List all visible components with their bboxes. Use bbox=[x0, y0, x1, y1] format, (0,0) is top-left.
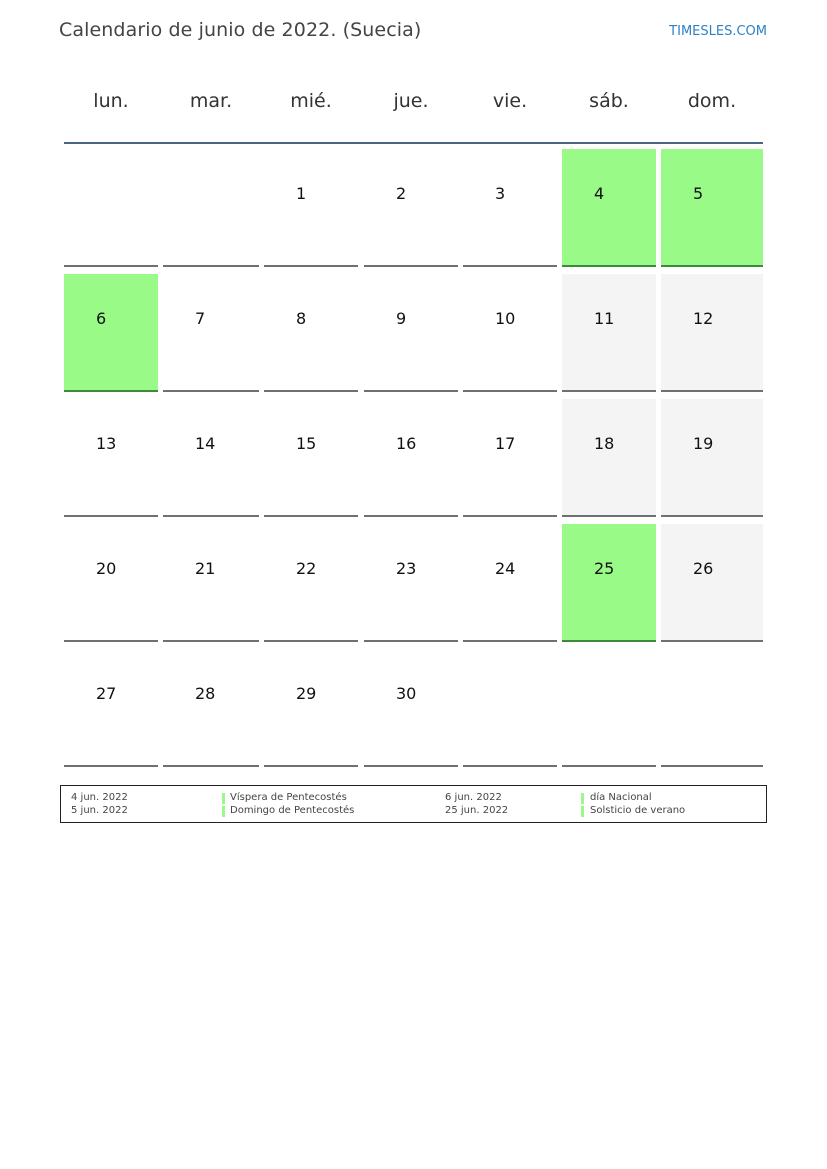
day-number: 10 bbox=[495, 309, 516, 328]
day-cell[interactable] bbox=[264, 149, 358, 267]
day-cell[interactable] bbox=[264, 399, 358, 517]
day-number: 24 bbox=[495, 559, 516, 578]
day-cell[interactable] bbox=[463, 399, 557, 517]
day-cell[interactable] bbox=[364, 524, 458, 642]
day-number: 12 bbox=[693, 309, 714, 328]
day-number: 27 bbox=[96, 684, 117, 703]
day-number: 23 bbox=[396, 559, 417, 578]
holiday-legend bbox=[60, 785, 767, 823]
day-number: 26 bbox=[693, 559, 714, 578]
day-number: 29 bbox=[296, 684, 317, 703]
day-number: 18 bbox=[594, 434, 615, 453]
day-number: 20 bbox=[96, 559, 117, 578]
legend-color-marker bbox=[581, 806, 584, 817]
day-number: 9 bbox=[396, 309, 407, 328]
page-title: Calendario de junio de 2022. (Suecia) bbox=[59, 19, 422, 41]
weekday-label: dom. bbox=[687, 90, 737, 112]
day-cell[interactable] bbox=[64, 649, 158, 767]
day-cell[interactable] bbox=[463, 274, 557, 392]
legend-date: 6 jun. 2022 bbox=[445, 792, 502, 803]
day-number: 5 bbox=[693, 184, 704, 203]
weekday-label: lun. bbox=[93, 90, 129, 112]
day-number: 28 bbox=[195, 684, 216, 703]
legend-holiday-name: día Nacional bbox=[590, 792, 652, 803]
day-cell[interactable] bbox=[562, 399, 656, 517]
day-number: 14 bbox=[195, 434, 216, 453]
legend-holiday-name: Solsticio de verano bbox=[590, 805, 686, 816]
day-cell[interactable] bbox=[661, 149, 763, 267]
day-number: 22 bbox=[296, 559, 317, 578]
legend-color-marker bbox=[222, 806, 225, 817]
day-cell[interactable] bbox=[64, 274, 158, 392]
weekday-label: mié. bbox=[290, 90, 332, 112]
day-number: 17 bbox=[495, 434, 516, 453]
day-number: 19 bbox=[693, 434, 714, 453]
day-number: 8 bbox=[296, 309, 307, 328]
day-number: 21 bbox=[195, 559, 216, 578]
day-cell[interactable] bbox=[264, 524, 358, 642]
day-number: 3 bbox=[495, 184, 506, 203]
day-cell[interactable] bbox=[562, 149, 656, 267]
day-number: 4 bbox=[594, 184, 605, 203]
empty-day-cell bbox=[64, 149, 158, 267]
day-number: 1 bbox=[296, 184, 307, 203]
day-number: 7 bbox=[195, 309, 206, 328]
day-number: 11 bbox=[594, 309, 615, 328]
empty-day-cell bbox=[463, 649, 557, 767]
day-number: 15 bbox=[296, 434, 317, 453]
day-cell[interactable] bbox=[64, 524, 158, 642]
day-number: 25 bbox=[594, 559, 615, 578]
day-cell[interactable] bbox=[463, 149, 557, 267]
weekday-label: mar. bbox=[189, 90, 233, 112]
day-cell[interactable] bbox=[661, 399, 763, 517]
legend-date: 5 jun. 2022 bbox=[71, 805, 128, 816]
day-number: 30 bbox=[396, 684, 417, 703]
day-cell[interactable] bbox=[661, 524, 763, 642]
day-cell[interactable] bbox=[364, 149, 458, 267]
day-cell[interactable] bbox=[364, 399, 458, 517]
day-cell[interactable] bbox=[163, 649, 259, 767]
day-cell[interactable] bbox=[264, 649, 358, 767]
day-number: 16 bbox=[396, 434, 417, 453]
legend-date: 25 jun. 2022 bbox=[445, 805, 509, 816]
day-cell[interactable] bbox=[562, 524, 656, 642]
day-number: 2 bbox=[396, 184, 407, 203]
day-cell[interactable] bbox=[364, 649, 458, 767]
day-cell[interactable] bbox=[163, 524, 259, 642]
day-cell[interactable] bbox=[364, 274, 458, 392]
legend-color-marker bbox=[222, 793, 225, 804]
day-cell[interactable] bbox=[562, 274, 656, 392]
empty-day-cell bbox=[163, 149, 259, 267]
weekday-label: vie. bbox=[492, 90, 528, 112]
legend-holiday-name: Víspera de Pentecostés bbox=[230, 792, 347, 803]
day-number: 13 bbox=[96, 434, 117, 453]
day-cell[interactable] bbox=[64, 399, 158, 517]
brand-link[interactable]: TIMESLES.COM bbox=[669, 24, 767, 39]
day-cell[interactable] bbox=[264, 274, 358, 392]
day-cell[interactable] bbox=[463, 524, 557, 642]
day-cell[interactable] bbox=[163, 274, 259, 392]
legend-color-marker bbox=[581, 793, 584, 804]
weekday-label: jue. bbox=[393, 90, 429, 112]
weekday-label: sáb. bbox=[589, 90, 629, 112]
day-cell[interactable] bbox=[661, 274, 763, 392]
legend-date: 4 jun. 2022 bbox=[71, 792, 128, 803]
day-cell[interactable] bbox=[163, 399, 259, 517]
empty-day-cell bbox=[562, 649, 656, 767]
legend-holiday-name: Domingo de Pentecostés bbox=[230, 805, 355, 816]
empty-day-cell bbox=[661, 649, 763, 767]
day-number: 6 bbox=[96, 309, 107, 328]
